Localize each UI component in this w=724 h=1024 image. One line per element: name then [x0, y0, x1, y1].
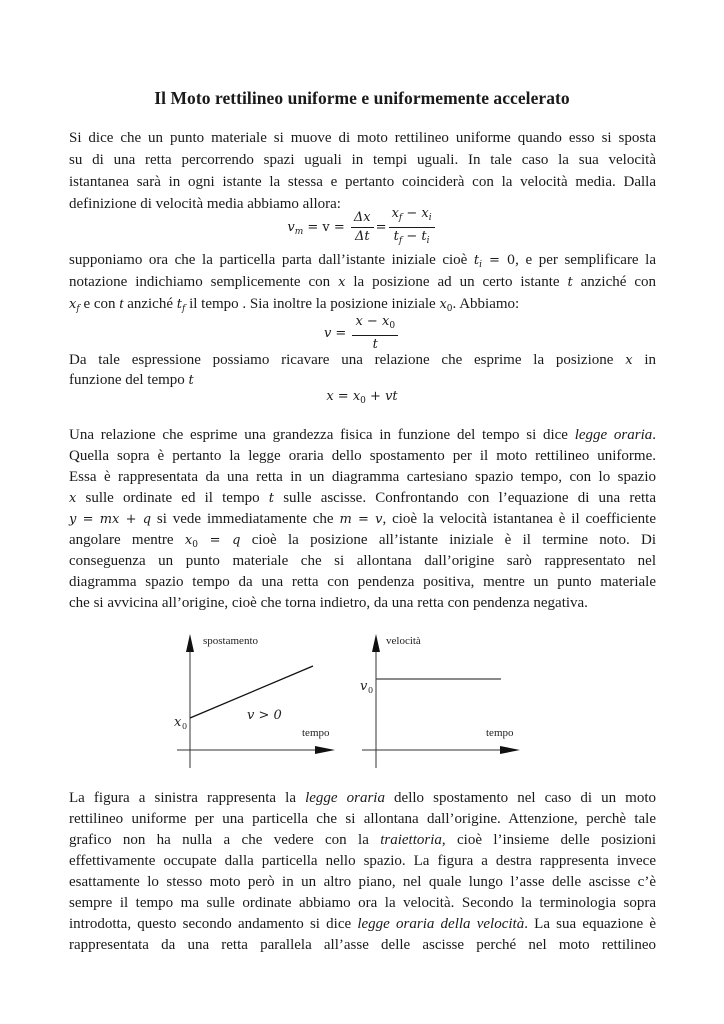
equation-position: $x = x_0$ + vt	[326, 389, 398, 406]
intercept-subscript: 0	[182, 722, 188, 731]
paragraph-3-line: Da tale espressione possiamo ricavare una relazione che esprime la posizione x in	[69, 352, 656, 368]
paragraph-5-line: grafico non ha nulla a che vedere con la traiettoria, cioè l’insieme delle posizioni	[69, 832, 656, 848]
paragraph-4-line: y = mx + q si vede immediatamente che m = v, cioè la velocità istantanea è il coefficiente	[69, 511, 656, 527]
position-time-graph	[165, 628, 345, 773]
paragraph-5-line: introdotta, questo secondo andamento si dice legge oraria della velocità. La sua equazione è	[69, 916, 657, 932]
paragraph-4-line: Una relazione che esprime una grandezza fisica in funzione del tempo si dice legge oraria.	[69, 427, 656, 443]
paragraph-4-line: angolare mentre $x_0 = q$ cioè la posizione all’istante iniziale è il termine noto. Di	[69, 532, 657, 550]
y-axis-arrow-icon	[372, 634, 380, 652]
paragraph-1-line: istantanea sarà in ogni istante la stessa e pertanto coinciderà con la velocità media. Dalla	[69, 174, 656, 190]
equation-average-velocity: $v_m = v$ = $\frac{\Delta x}{\Delta t}$ = $\frac{x_f - x_i}{t_f - t_i}$	[0, 206, 724, 249]
paragraph-5-line: rettilineo uniforme per una particella che si allontana dall’origine. Attenzione, perchè tale	[69, 811, 656, 827]
paragraph-2-line: supponiamo ora che la particella parta dall’istante iniziale cioè $t_i = 0$, e per semplificare la	[69, 252, 657, 270]
y-axis-label: spostamento	[203, 635, 258, 647]
fraction: $\frac{x - x_0}{t}$	[352, 314, 398, 353]
x-axis-arrow-icon	[315, 746, 335, 754]
paragraph-1-line: definizione di velocità media abbiamo allora:	[69, 196, 341, 212]
paragraph-5-line: effettivamente occupate dalla particella nello spazio. La figura a destra rappresenta invece	[69, 853, 656, 869]
x-axis-label: tempo	[302, 727, 330, 739]
x-axis-label: tempo	[486, 727, 514, 739]
velocity-time-graph	[350, 628, 530, 773]
level-subscript: 0	[368, 686, 374, 695]
paragraph-4-line: conseguenza un punto materiale che si allontana dall’origine sarò rappresentato nel	[69, 553, 656, 569]
paragraph-1-line: su di una retta percorrendo spazi uguali in tempi uguali. In tale caso la sua velocità	[69, 152, 656, 168]
y-axis-label: velocità	[386, 635, 421, 647]
x-axis-arrow-icon	[500, 746, 520, 754]
paragraph-5-line: rappresentata da una retta parallela all’asse delle ascisse perché nel moto rettilineo	[69, 937, 656, 953]
paragraph-5-line: esattamente lo stesso moto però in un altro piano, nel quale lungo l’asse delle ascisse c’è	[69, 874, 656, 890]
intercept-label: x	[174, 715, 182, 730]
paragraph-5-line: La figura a sinistra rappresenta la legge oraria dello spostamento nel caso di un moto	[69, 790, 656, 806]
paragraph-2-line: notazione indichiamo semplicemente con x la posizione ad un certo istante t anziché con	[69, 274, 656, 290]
velocity-annotation: v > 0	[247, 708, 282, 723]
paragraph-4-line: Essa è rappresentata da una retta in un diagramma cartesiano spazio tempo, con lo spazio	[69, 469, 656, 485]
paragraph-2-line: $x_f$ e con t anziché $t_f$ il tempo . Sia inoltre la posizione iniziale $x_0$. Abbiamo:	[69, 296, 520, 314]
paragraph-5-line: sempre il tempo ma sulle ordinate abbiamo ora la velocità. Secondo la terminologia sopra	[69, 895, 656, 911]
paragraph-4-line: Quella sopra è pertanto la legge oraria dello spostamento per il moto rettilineo uniforme.	[69, 448, 656, 464]
paragraph-3-line: funzione del tempo t	[69, 372, 194, 388]
paragraph-4-line: diagramma spazio tempo da una retta con pendenza positiva, mentre un punto materiale	[69, 574, 656, 590]
page-title: Il Moto rettilineo uniforme e uniformemente accelerato	[154, 88, 570, 108]
equation-velocity: v = $\frac{x - x_0}{t}$	[0, 314, 724, 353]
y-axis-arrow-icon	[186, 634, 194, 652]
paragraph-1-line: Si dice che un punto materiale si muove di moto rettilineo uniforme quando esso si sposta	[69, 130, 656, 146]
level-label: v	[360, 679, 368, 694]
paragraph-4-line: che si avvicina all’origine, cioè che torna indietro, da una retta con pendenza negativa.	[69, 595, 588, 611]
fraction: $\frac{x_f - x_i}{t_f - t_i}$	[389, 206, 435, 249]
paragraph-4-line: x sulle ordinate ed il tempo t sulle ascisse. Confrontando con l’equazione di una retta	[69, 490, 656, 506]
fraction: $\frac{\Delta x}{\Delta t}$	[351, 210, 374, 245]
